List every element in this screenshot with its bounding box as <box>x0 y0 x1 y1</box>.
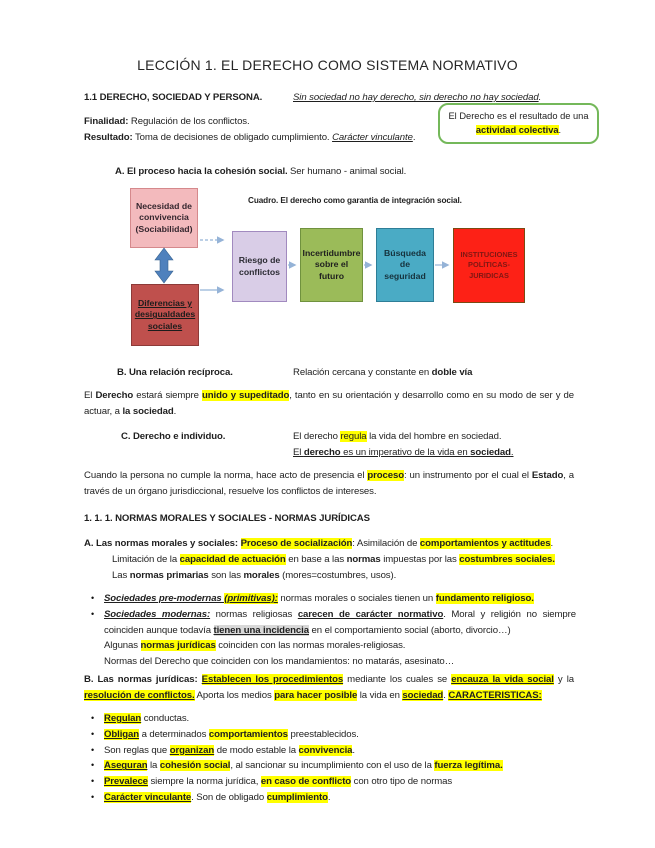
text-segment: Son reglas que <box>104 744 170 756</box>
double-arrow-icon <box>155 248 173 283</box>
list-item <box>91 758 574 774</box>
bullet-text <box>104 774 574 790</box>
bullet-icon: • <box>91 713 95 723</box>
text-segment: . Moral y religión no siempre coinciden aunque todavía <box>104 608 576 636</box>
text-segment: B. Las normas jurídicas: <box>84 674 202 685</box>
text-segment: El Derecho es el resultado de una <box>448 111 589 121</box>
bullet-icon: • <box>91 728 95 739</box>
text-segment: unido y supeditado <box>201 390 290 401</box>
text-segment: El <box>84 390 96 401</box>
section-b-heading: B. Una relación recíproca. <box>117 367 233 378</box>
text-segment: sociedad <box>470 446 511 458</box>
text-segment: , tanto en su orientación y desarrollo como en su modo de ser y de actuar, a <box>84 390 574 417</box>
text-segment: Sin sociedad no hay derecho, sin derecho no hay sociedad <box>293 92 539 103</box>
text-segment: convivencia <box>298 744 353 756</box>
text-segment: (primitivas): <box>224 593 278 604</box>
text-segment: Resultado: <box>84 132 133 143</box>
text-segment: Carácter vinculante <box>332 132 413 143</box>
text-segment: El <box>293 446 304 458</box>
paragraph-normas-juridicas <box>84 672 574 704</box>
bullet-paragraph <box>104 607 576 639</box>
text-segment: la vida en <box>357 689 403 701</box>
text-segment: , al sancionar su incumplimiento con el uso de la <box>230 760 435 772</box>
text-segment: comportamientos y actitudes <box>419 538 551 549</box>
section-c-line1 <box>293 429 593 445</box>
bullet-icon: • <box>91 744 95 755</box>
bullet-text <box>104 711 574 727</box>
indent-line-1 <box>112 552 576 568</box>
text-segment: . <box>443 689 449 701</box>
text-segment: CARACTERISTICAS: <box>448 689 542 701</box>
text-segment: : Asimilación de <box>352 538 420 549</box>
bullet-icon: • <box>91 791 95 802</box>
text-segment: Cuando la persona no cumple la norma, hace acto de presencia el <box>84 470 368 481</box>
text-segment: Sociedades pre-modernas <box>104 593 225 604</box>
text-segment: en caso de conflicto <box>260 776 352 788</box>
text-segment: Proceso de socialización <box>240 538 353 549</box>
text-segment: . <box>412 132 416 143</box>
bullet-list-a <box>91 591 576 670</box>
text-segment: Aseguran <box>104 760 148 772</box>
integration-diagram <box>0 186 655 366</box>
text-segment: resolución de conflictos. <box>84 689 195 701</box>
text-segment: . <box>352 744 355 756</box>
text-segment: Carácter vinculante <box>104 791 192 803</box>
section-heading-11: 1.1 DERECHO, SOCIEDAD Y PERSONA. <box>84 92 263 103</box>
diagram-box-riesgo: Riesgo de conflictos <box>232 231 287 302</box>
section-111-heading: 1. 1. 1. NORMAS MORALES Y SOCIALES - NORMAS JURÍDICAS <box>84 513 370 524</box>
text-segment: Regulación de los conflictos. <box>128 116 250 127</box>
text-segment: y la <box>553 674 574 685</box>
text-segment: . Son de obligado <box>191 791 267 803</box>
paragraph-proceso <box>84 468 574 500</box>
text-segment: Prevalece <box>104 776 148 788</box>
finalidad-line <box>84 114 250 130</box>
bullet-icon: • <box>91 760 95 771</box>
text-segment: . <box>510 446 514 458</box>
text-segment: normas primarias <box>129 570 209 581</box>
text-segment: preestablecidos. <box>287 728 359 740</box>
text-segment: . <box>538 92 542 103</box>
list-item <box>91 774 574 790</box>
text-segment: . <box>558 124 562 135</box>
text-segment: comportamientos <box>208 728 288 740</box>
section-a-heading: A. El proceso hacia la cohesión social. <box>115 166 288 177</box>
text-segment: para hacer posible <box>274 689 358 701</box>
text-segment: cohesión social <box>159 760 231 772</box>
bullet-text <box>104 790 574 806</box>
text-segment: : un instrumento por el cual el <box>403 470 532 481</box>
text-segment: (mores=costumbres, usos). <box>279 570 397 581</box>
bullet-icon: • <box>91 608 95 619</box>
text-segment: conductas. <box>141 713 190 724</box>
bullet-icon: • <box>91 776 95 787</box>
text-segment: la <box>147 760 160 772</box>
text-segment: Obligan <box>104 728 140 740</box>
text-segment: Derecho <box>95 390 134 401</box>
text-segment: Regulan <box>104 713 142 724</box>
text-segment: Sociedades modernas: <box>104 608 211 620</box>
diagram-box-instituciones: INSTITUCIONES POLÍTICAS-JURIDICAS <box>453 228 525 303</box>
text-segment: cumplimiento <box>266 791 328 803</box>
text-segment: normas jurídicas <box>140 640 216 652</box>
text-segment: . <box>327 791 331 803</box>
text-segment: tienen una incidencia <box>213 624 309 636</box>
bullet-text <box>104 607 576 670</box>
text-segment: en el comportamiento social (aborto, divorcio…) <box>308 624 511 636</box>
section-a-aside: Ser humano - animal social. <box>290 166 407 177</box>
text-segment: proceso <box>367 470 404 481</box>
indent-line-2 <box>112 568 576 584</box>
diagram-caption: Cuadro. El derecho como garantia de integración social. <box>248 196 462 205</box>
text-segment: la vida del hombre en sociedad. <box>366 431 502 442</box>
diagram-box-incertidumbre: Incertidumbre sobre el futuro <box>300 228 363 302</box>
section-c-line2 <box>293 445 593 461</box>
section-c-heading: C. Derecho e individuo. <box>121 431 226 442</box>
text-segment: siempre la norma jurídica, <box>147 776 261 788</box>
list-item <box>91 743 574 759</box>
text-segment: capacidad de actuación <box>179 554 286 565</box>
resultado-line <box>84 130 415 146</box>
text-segment: Aporta los medios <box>194 689 275 701</box>
text-segment: con otro tipo de normas <box>351 776 453 788</box>
diagram-box-diferencias: Diferencias y desigualdades sociales <box>131 284 199 346</box>
text-segment: mediante los cuales se <box>343 674 452 685</box>
bullet-icon: • <box>91 593 95 603</box>
paragraph-reciproca <box>84 388 574 420</box>
text-segment: carecen de carácter normativo <box>297 608 444 620</box>
bullet-text <box>104 591 576 607</box>
text-segment: coinciden con las normas morales-religiosas. <box>215 640 406 652</box>
section-c-lines <box>293 429 593 461</box>
text-segment: Finalidad: <box>84 116 129 127</box>
text-segment: Las <box>112 570 130 581</box>
text-segment: fundamento religioso. <box>435 593 534 604</box>
text-segment: impuestas por las <box>380 554 460 565</box>
diagram-box-necesidad: Necesidad de convivencia (Sociabilidad) <box>130 188 198 248</box>
list-item <box>91 711 574 727</box>
text-segment: Normas del Derecho que coinciden con los mandamientos: no matarás, asesinato… <box>104 656 455 668</box>
text-segment: es un imperativo de la vida en <box>340 446 471 458</box>
bullet-text <box>104 743 574 759</box>
text-segment: a determinados <box>139 728 209 740</box>
text-segment: organizan <box>169 744 215 756</box>
list-item <box>91 591 576 607</box>
callout-box <box>438 103 599 144</box>
text-segment: costumbres sociales. <box>459 554 555 565</box>
text-segment: . <box>550 538 554 549</box>
diagram-box-busqueda: Búsqueda de seguridad <box>376 228 434 302</box>
text-segment: . <box>173 405 177 417</box>
text-segment: , a través de un órgano jurisdiccional, resuelve los conflictos de intereses. <box>84 470 574 497</box>
text-segment: morales <box>243 570 280 581</box>
text-segment: son las <box>208 570 244 581</box>
bullet-text <box>104 727 574 743</box>
text-segment: Algunas <box>104 640 141 652</box>
text-segment: Toma de decisiones de obligado cumplimiento. <box>132 132 333 143</box>
text-segment: Establecen los procedimientos <box>201 674 344 685</box>
text-segment: El derecho <box>293 431 341 442</box>
text-segment: normas <box>346 554 381 565</box>
text-segment: normas morales o sociales tienen un <box>277 593 436 604</box>
text-segment: encauza la vida social <box>451 674 554 685</box>
bullet-paragraph <box>104 638 576 654</box>
text-segment: regula <box>340 431 367 442</box>
bullet-paragraph <box>104 654 576 670</box>
text-segment: doble vía <box>431 367 473 378</box>
text-segment: en base a las <box>285 554 347 565</box>
text-segment: derecho <box>303 446 341 458</box>
text-segment: sociedad <box>402 689 444 701</box>
page-title: LECCIÓN 1. EL DERECHO COMO SISTEMA NORMATIVO <box>137 57 518 73</box>
section-b-aside <box>293 365 472 381</box>
paragraph-normas-morales <box>84 536 576 552</box>
list-item <box>91 790 574 806</box>
list-item <box>91 727 574 743</box>
text-segment: normas religiosas <box>210 608 298 620</box>
bullet-list-b <box>91 711 574 806</box>
diagram-arrows <box>0 186 655 366</box>
text-segment: fuerza legítima. <box>434 760 503 772</box>
bullet-text <box>104 758 574 774</box>
text-segment: de modo estable la <box>214 744 299 756</box>
text-segment: estará siempre <box>133 390 202 401</box>
text-segment: actividad colectiva <box>475 124 559 135</box>
text-segment: Limitación de la <box>112 554 180 565</box>
text-segment: la sociedad <box>122 405 174 417</box>
text-segment: A. Las normas morales y sociales: <box>84 538 241 549</box>
text-segment: Relación cercana y constante en <box>293 367 432 378</box>
list-item <box>91 607 576 670</box>
text-segment: Estado <box>531 470 564 481</box>
